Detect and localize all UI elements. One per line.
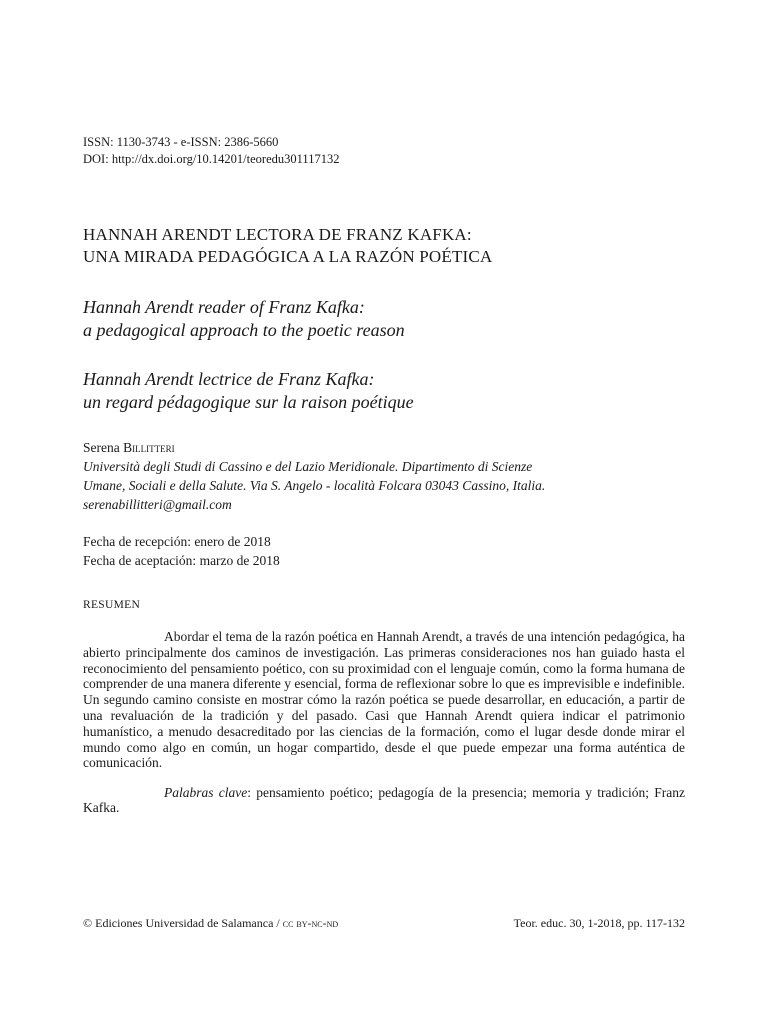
title-line-2: UNA MIRADA PEDAGÓGICA A LA RAZÓN POÉTICA [83,247,493,266]
french-title [83,368,685,414]
title-line-1: HANNAH ARENDT LECTORA DE FRANZ KAFKA: [83,225,472,244]
accepted-date: Fecha de aceptación: marzo de 2018 [83,553,280,568]
keywords-list: : pensamiento poético; pedagogía de la presencia; memoria y tradición; Franz Kafka. [83,784,685,816]
received-date: Fecha de recepción: enero de 2018 [83,534,271,549]
author-block [83,438,685,514]
author-first-name: Serena [83,440,120,455]
article-first-page [83,134,685,830]
keywords [83,785,685,817]
page-footer [83,916,685,931]
footer-citation: Teor. educ. 30, 1-2018, pp. 117-132 [513,916,685,930]
journal-meta [83,134,685,168]
issn-line: ISSN: 1130-3743 - e-ISSN: 2386-5660 [83,135,279,149]
english-title-line-1: Hannah Arendt reader of Franz Kafka: [83,297,365,317]
author-last-name: Billitteri [123,440,175,455]
publisher-text: © Ediciones Universidad de Salamanca / [83,916,283,930]
abstract-body: Abordar el tema de la razón poética en Hannah Arendt, a través de una intención pedagógica, ha abierto principalmente dos caminos de investigación. Las primeras consideraciones nos han guiado hasta el reconocimiento del pensamiento poético, con su proximidad con el lenguaje común, como la forma humana de comprender de una manera diferente y esencial, forma de reflexionar sobre lo que es imprevisible e indefinible. Un segundo camino consiste en mostrar cómo la razón poética se puede desarrollar, en educación, a partir de una revaluación de la tradición y del pasado. Casi que Hannah Arendt quiera indicar el patrimonio humanístico, a menudo desacreditado por las ciencias de la formación, como el lugar desde donde mirar el mundo como algo en común, un hogar compartido, desde el que puede empezar una forma auténtica de comunicación. [83,629,685,771]
license-text: cc by-nc-nd [282,916,339,930]
affiliation-line-1: Università degli Studi di Cassino e del Lazio Meridionale. Dipartimento di Scienze [83,459,533,474]
footer-publisher [83,916,338,931]
keywords-label: Palabras clave [164,784,248,800]
english-title [83,296,685,342]
french-title-line-1: Hannah Arendt lectrice de Franz Kafka: [83,369,375,389]
affiliation-line-2: Umane, Sociali e della Salute. Via S. Angelo - località Folcara 03043 Cassino, Italia. [83,478,546,493]
author-email[interactable]: serenabillitteri@gmail.com [83,497,232,512]
submission-dates [83,532,685,570]
author-affiliation [83,457,685,514]
abstract-heading: RESUMEN [83,599,141,611]
article-title [83,224,685,268]
french-title-line-2: un regard pédagogique sur la raison poétique [83,392,414,412]
doi-line: DOI: http://dx.doi.org/10.14201/teoredu301117132 [83,152,340,166]
english-title-line-2: a pedagogical approach to the poetic reason [83,320,405,340]
author-name [83,438,685,457]
